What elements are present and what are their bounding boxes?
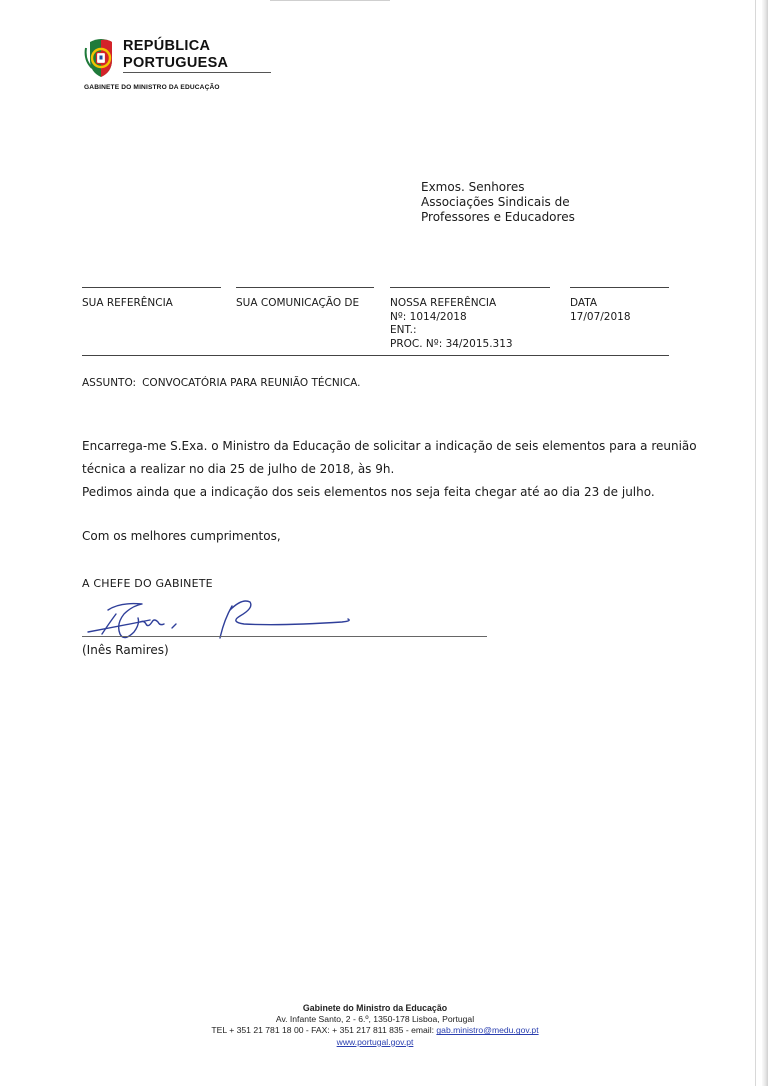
body-line: Pedimos ainda que a indicação dos seis elementos nos seja feita chegar até ao dia 23 de julho. bbox=[82, 485, 655, 499]
republic-title bbox=[123, 38, 228, 72]
body-line: Encarrega-me S.Exa. o Ministro da Educação de solicitar a indicação de seis elementos para a reunião bbox=[82, 439, 697, 453]
ref-data-value: 17/07/2018 bbox=[570, 310, 631, 323]
ref-rule-sua-referencia bbox=[82, 287, 221, 288]
republic-title-line1: REPÚBLICA bbox=[123, 38, 211, 54]
recipient-line: Associações Sindicais de bbox=[421, 195, 570, 209]
ref-sua-comunicacao-label: SUA COMUNICAÇÃO DE bbox=[236, 297, 360, 309]
closing-salutation: Com os melhores cumprimentos, bbox=[82, 529, 281, 543]
subject-label: ASSUNTO: bbox=[82, 377, 137, 389]
recipient-block bbox=[421, 180, 575, 225]
cabinet-label: GABINETE DO MINISTRO DA EDUCAÇÃO bbox=[84, 84, 220, 91]
letterhead-divider bbox=[123, 72, 271, 73]
subject-line bbox=[82, 377, 367, 389]
letterhead bbox=[84, 36, 324, 96]
body-line: técnica a realizar no dia 25 de julho de 2018, às 9h. bbox=[82, 462, 395, 476]
recipient-line: Exmos. Senhores bbox=[421, 180, 525, 194]
ref-rule-nossa-referencia bbox=[390, 287, 550, 288]
ref-data bbox=[570, 297, 631, 324]
ref-rule-sua-comunicacao bbox=[236, 287, 374, 288]
footer-website-link[interactable]: www.portugal.gov.pt bbox=[336, 1036, 414, 1047]
footer-address: Av. Infante Santo, 2 - 6.º, 1350-178 Lisboa, Portugal bbox=[275, 1014, 475, 1025]
ref-numero: Nº: 1014/2018 bbox=[390, 310, 467, 323]
footer-email-link[interactable]: gab.ministro@medu.gov.pt bbox=[436, 1025, 539, 1036]
signature-title: A CHEFE DO GABINETE bbox=[82, 577, 213, 590]
signature-line bbox=[82, 636, 487, 637]
ref-bottom-divider bbox=[82, 355, 669, 356]
ref-proc: PROC. Nº: 34/2015.313 bbox=[390, 337, 513, 350]
letter-footer bbox=[150, 1003, 600, 1048]
ref-ent: ENT.: bbox=[390, 324, 417, 336]
scan-artifact-top bbox=[270, 0, 390, 1]
letter-body bbox=[82, 435, 697, 504]
footer-contacts-text: TEL + 351 21 781 18 00 - FAX: + 351 217 811 835 - email: bbox=[211, 1025, 437, 1036]
subject-text: CONVOCATÓRIA PARA REUNIÃO TÉCNICA. bbox=[142, 377, 361, 389]
ref-nossa-referencia bbox=[390, 297, 513, 351]
signatory-name: (Inês Ramires) bbox=[82, 643, 169, 657]
ref-nossa-referencia-label: NOSSA REFERÊNCIA bbox=[390, 297, 497, 309]
recipient-line: Professores e Educadores bbox=[421, 210, 575, 224]
portuguese-republic-emblem-icon bbox=[84, 38, 118, 78]
footer-title: Gabinete do Ministro da Educação bbox=[302, 1003, 448, 1013]
ref-sua-referencia bbox=[82, 297, 173, 311]
ref-sua-comunicacao bbox=[236, 297, 359, 311]
ref-data-label: DATA bbox=[570, 297, 598, 309]
scan-artifact-edge bbox=[762, 0, 768, 1086]
footer-contacts bbox=[150, 1025, 600, 1036]
scan-artifact-line bbox=[755, 0, 756, 1086]
ref-sua-referencia-label: SUA REFERÊNCIA bbox=[82, 297, 173, 309]
republic-title-line2: PORTUGUESA bbox=[123, 55, 229, 71]
ref-rule-data bbox=[570, 287, 669, 288]
